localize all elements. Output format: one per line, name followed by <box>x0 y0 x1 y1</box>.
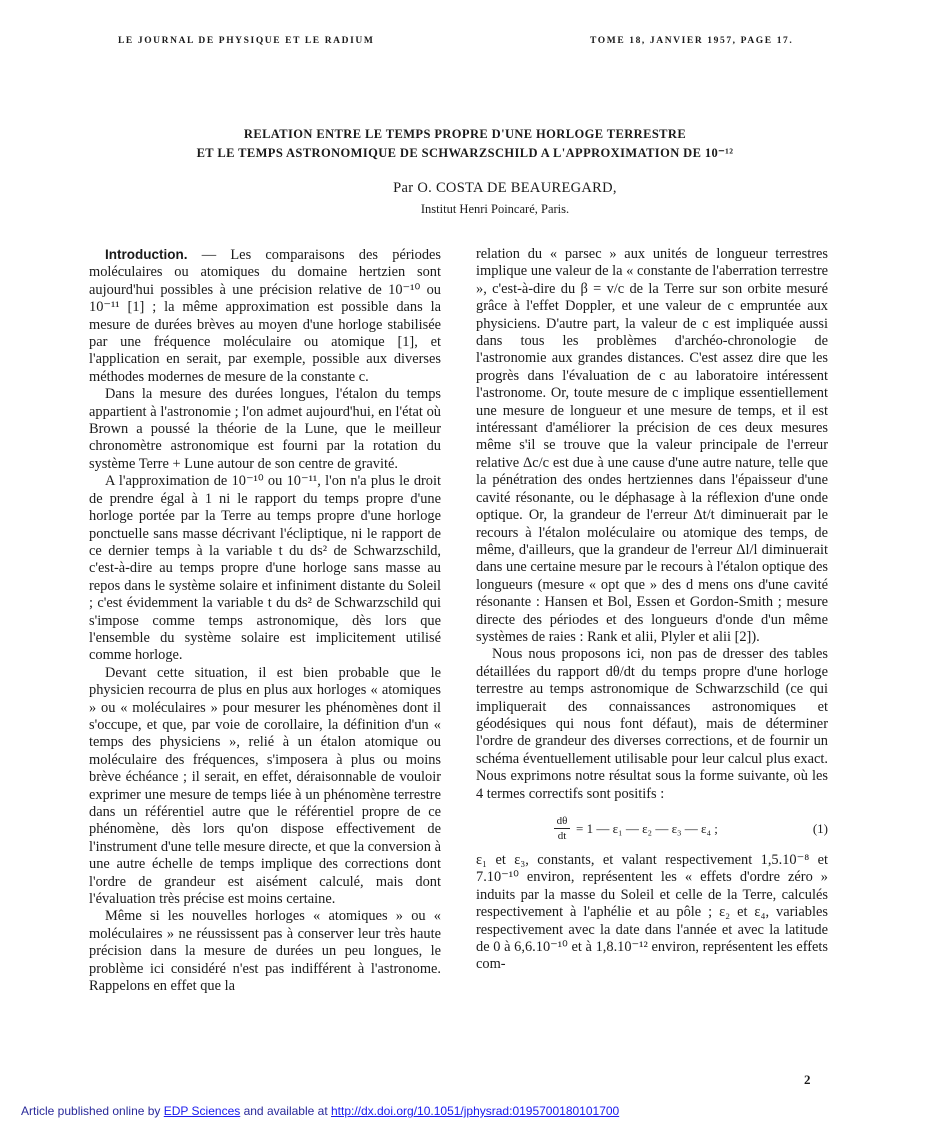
fraction-denominator: dt <box>557 830 567 842</box>
footer-notice <box>21 1104 619 1118</box>
equation-right-side: = 1 — ε₁ — ε₂ — ε₃ — ε₄ ; <box>576 820 718 836</box>
section-lead-introduction: Introduction. <box>105 247 188 262</box>
paragraph: relation du « parsec » aux unités de longueur terrestres implique une valeur de la « constante de l'aberration terrestre », c'est-à-dire du β = v/c de la Terre sur son orbite mesuré grâce à l'effet Doppler, et une valeur de c empruntée aux physiciens. D'autre part, la valeur de c est impliquée aussi dans tous les problèmes d'archéo-chronologie de l'astronomie aux grandes distances. C'est assez dire que les progrès dans l'évaluation de c au laboratoire intéressent l'astronome. Or, toute mesure de c implique essentiellement une mesure de longueur et une mesure de temps, et il est intéressant d'améliorer la précision de ces deux mesures même s'il se trouve que la valeur principale de l'erreur relative Δc/c est due à une cause d'une autre nature, telle que la pénétration des ondes hertziennes dans l'épaisseur d'une cavité résonante, ou le déphasage à la réflexion d'une onde optique. Or, la grandeur de l'erreur Δt/t diminuerait par le recours à l'étalon moléculaire ou atomique des temps, de même, d'ailleurs, que la grandeur de l'erreur Δl/l diminuerait dans une certaine mesure par le recours à l'étalon optique des longueurs (mesure « opt que » des d mens ons d'une cavité résonante : Hansen et Bol, Essen et Gordon-Smith ; mesure directe des périodes et des longueurs d'onde d'un même systèmes de raies : Rank et alii, Plyler et alii [2]). <box>476 246 828 645</box>
doi-link[interactable]: http://dx.doi.org/10.1051/jphysrad:0195700180101700 <box>330 1104 620 1118</box>
paragraph: Dans la mesure des durées longues, l'étalon du temps appartient à l'astronomie ; l'on admet aujourd'hui, en l'état où Brown a poussé la théorie de la Lune, que le meilleur chronomètre astronomique est fourni par la rotation du système Terre + Lune autour de son centre de gravité. <box>89 386 441 472</box>
fraction-numerator: dθ <box>556 815 568 827</box>
equation-number: (1) <box>812 820 828 836</box>
left-column <box>89 246 441 995</box>
fraction-bar <box>554 828 570 829</box>
article-title-line-1: RELATION ENTRE LE TEMPS PROPRE D'UNE HORLOGE TERRESTRE <box>243 127 687 141</box>
equation-fraction <box>554 815 570 842</box>
paragraph: A l'approximation de 10⁻¹⁰ ou 10⁻¹¹, l'on n'a plus le droit de prendre égal à 1 ni le rapport du temps propre d'une horloge portée par la Terre au temps propre d'une horloge ponctuelle sans masse décrivant l'écliptique, ni le rapport de ce dernier temps à la variable t du ds² de Schwarzschild, c'est-à-dire au temps propre d'une horloge sans masse au repos dans le système solaire et infiniment distante du Soleil ; c'est évidemment la variable t du ds² de Schwarzschild qui s'impose comme temps astronomique, dès lors que l'ensemble du système solaire est implicitement utilisé comme horloge. <box>89 473 441 664</box>
running-header-journal: LE JOURNAL DE PHYSIQUE ET LE RADIUM <box>118 36 375 46</box>
paragraph: Devant cette situation, il est bien probable que le physicien recourra de plus en plus aux horloges « atomiques » ou « moléculaires » pour mesurer les phénomènes dont il s'occupe, et que, par voie de corollaire, la définition d'un « temps des physiciens », relié à un étalon atomique ou moléculaire des fréquences, s'imposera à plus ou moins brève échéance ; il serait, en effet, déraisonnable de vouloir exprimer une mesure de temps liée à un phénomène terrestre dans un référentiel autre que le référentiel propre de ce phénomène, dès lors qu'on dispose effectivement de l'instrument d'une telle mesure directe, et que la conversion à une autre échelle de temps implique des corrections dont l'ordre de grandeur est aisément calculé, mais dont l'évaluation très précise est moins certaine. <box>89 664 441 908</box>
paragraph: Nous nous proposons ici, non pas de dresser des tables détaillées du rapport dθ/dt du temps propre d'une horloge terrestre au temps astronomique de Schwarzschild (ce qui impliquerait des connaissances astronomiques et géodésiques qui nous font défaut), mais de déterminer l'ordre de grandeur des diverses corrections, et de fournir un schéma éventuellement utilisable pour leur calcul plus exact. Nous exprimons notre résultat sous la forme suivante, où les 4 termes correctifs sont positifs : <box>476 646 828 802</box>
page-number: 2 <box>804 1072 811 1087</box>
running-header-issue: TOME 18, JANVIER 1957, PAGE 17. <box>590 36 794 46</box>
footer-text: and available at <box>240 1104 331 1118</box>
right-column <box>476 246 828 974</box>
publisher-link[interactable]: EDP Sciences <box>163 1104 241 1118</box>
footer-text: Article published online by <box>21 1104 164 1118</box>
author-name: Par O. COSTA DE BEAUREGARD, <box>393 180 617 196</box>
paragraph-text: — Les comparaisons des périodes moléculaires ou atomiques du domaine hertzien sont aujourd'hui possibles à une précision relative de 10⁻¹⁰ ou 10⁻¹¹ [1] ; la même approximation est possible dans la mesure de durées brèves au moyen d'une horloge stabilisée par une fréquence moléculaire ou atomique [1], et l'application en serait, par exemple, possible aux diverses méthodes modernes de mesure de la constante c. <box>89 247 441 385</box>
author-affiliation: Institut Henri Poincaré, Paris. <box>420 202 570 216</box>
paragraph: Même si les nouvelles horloges « atomiques » ou « moléculaires » ne réussissent pas à conserver leur très haute précision dans la mesure de durées un peu longues, le problème ici considéré n'est pas indifférent à l'astronome. Rappelons en effet que la <box>89 908 441 995</box>
paragraph-introduction <box>89 246 441 386</box>
equation-1 <box>476 815 828 842</box>
paragraph: ε₁ et ε₃, constants, et valant respectivement 1,5.10⁻⁸ et 7.10⁻¹⁰ environ, représentent les « effets d'ordre zéro » induits par la masse du Soleil et celle de la Terre, calculés respectivement à l'aphélie et au pôle ; ε₂ et ε₄, variables respectivement avec la date dans l'année et avec la latitude de 0 à 6,6.10⁻¹⁰ et à 1,8.10⁻¹² environ, représentent les effets com- <box>476 852 828 973</box>
article-title-line-2: ET LE TEMPS ASTRONOMIQUE DE SCHWARZSCHILD A L'APPROXIMATION DE 10⁻¹² <box>196 146 734 160</box>
